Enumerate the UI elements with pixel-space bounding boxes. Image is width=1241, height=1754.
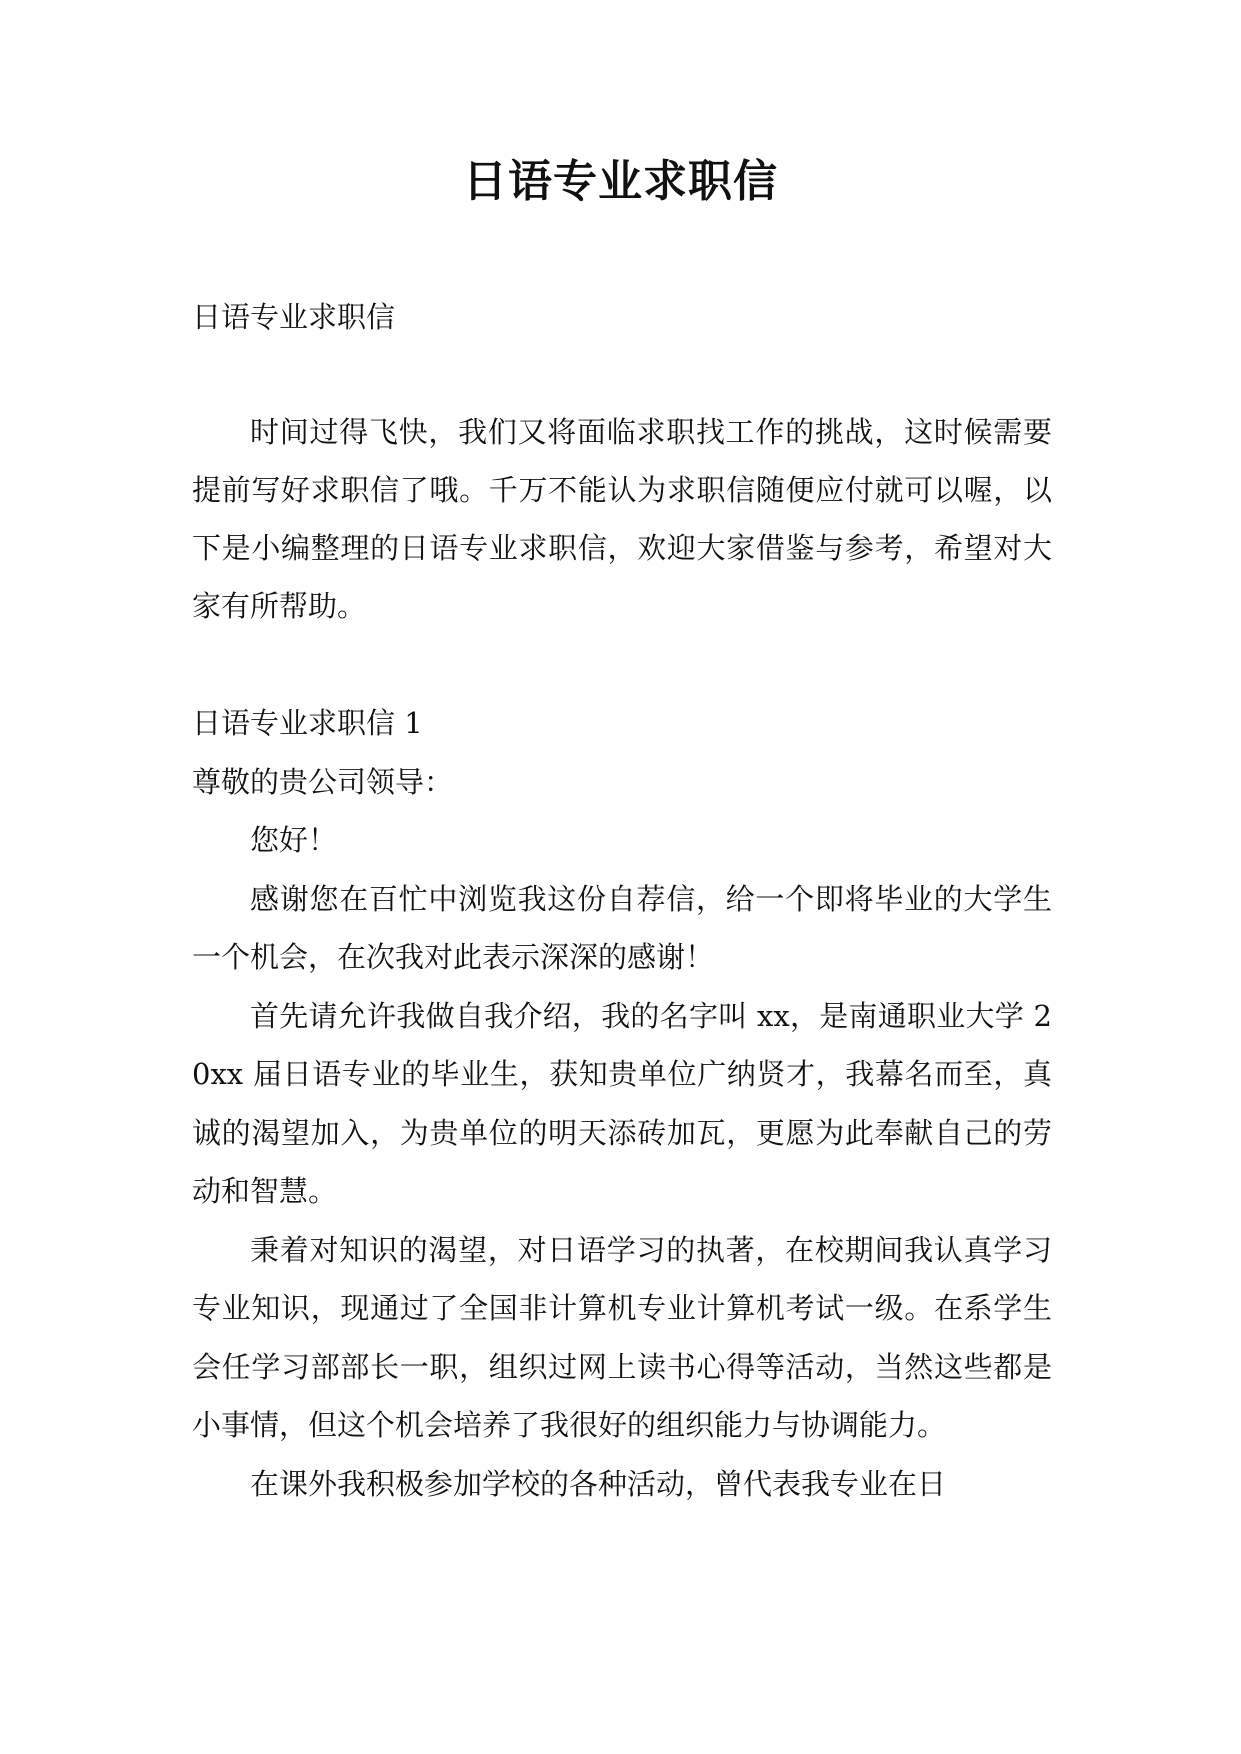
letter-body — [192, 694, 1052, 1513]
salutation: 尊敬的贵公司领导： — [192, 764, 454, 799]
body-paragraph: 感谢您在百忙中浏览我这份自荐信，给一个即将毕业的大学生一个机会，在次我对此表示深深的感谢！ — [192, 881, 1052, 974]
body-paragraph: 首先请允许我做自我介绍，我的名字叫 xx，是南通职业大学 20xx 届日语专业的毕业生，获知贵单位广纳贤才，我幕名而至，真诚的渴望加入，为贵单位的明天添砖加瓦，更愿为此奉献自己的劳动和智慧。 — [192, 998, 1052, 1208]
body-paragraph: 秉着对知识的渴望，对日语学习的执著，在校期间我认真学习专业知识，现通过了全国非计算机专业计算机考试一级。在系学生会任学习部部长一职，组织过网上读书心得等活动，当然这些都是小事情，但这个机会培养了我很好的组织能力与协调能力。 — [192, 1232, 1052, 1442]
intro-block — [192, 403, 1052, 635]
greeting: 您好！ — [250, 823, 338, 857]
section-heading: 日语专业求职信 1 — [192, 706, 423, 740]
document-subtitle — [192, 288, 1052, 346]
intro-paragraph: 时间过得飞快，我们又将面临求职找工作的挑战，这时候需要提前写好求职信了哦。千万不能认为求职信随便应付就可以喔，以下是小编整理的日语专业求职信，欢迎大家借鉴与参考，希望对大家有所帮助。 — [192, 415, 1052, 623]
body-paragraph: 在课外我积极参加学校的各种活动，曾代表我专业在日 — [250, 1466, 947, 1501]
page-title: 日语专业求职信 — [463, 156, 778, 207]
subtitle-line: 日语专业求职信 — [192, 300, 396, 334]
